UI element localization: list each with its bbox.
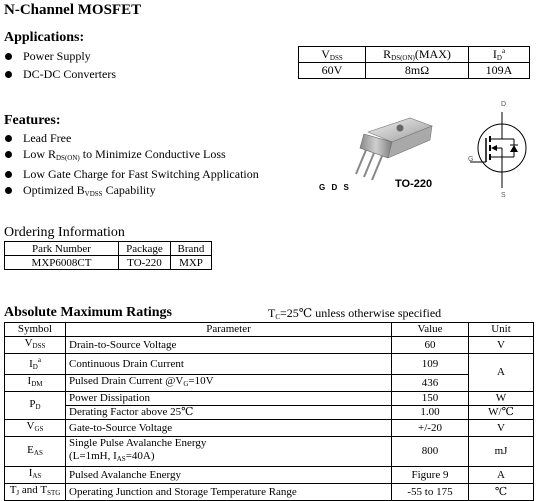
ordering-cell-package: TO-220 xyxy=(119,256,171,270)
unit-cell: ℃ xyxy=(469,484,534,501)
list-item: Optimized $B_{VDSS}$ Capability xyxy=(4,182,259,202)
amr-header-value: Value xyxy=(392,323,469,337)
parameter-cell: Gate-to-Source Voltage xyxy=(66,420,392,437)
symbol-cell: $I_D^a$ xyxy=(5,354,66,375)
amr-heading: Absolute Maximum Ratings xyxy=(4,305,173,320)
ordering-cell-brand: MXP xyxy=(171,256,212,270)
unit-cell: V xyxy=(469,337,534,354)
list-item: Low $R_{DS(ON)}$ to Minimize Conductive Loss xyxy=(4,146,259,166)
pin-s-label: S xyxy=(501,192,506,199)
ordering-header-brand: Brand xyxy=(171,242,212,256)
ordering-header-part: Park Number xyxy=(5,242,119,256)
list-item: Power Supply xyxy=(4,48,116,64)
list-item: Low Gate Charge for Fast Switching Application xyxy=(4,166,259,182)
amr-header-unit: Unit xyxy=(469,323,534,337)
amr-header-symbol: Symbol xyxy=(5,323,66,337)
table-row xyxy=(5,484,534,501)
applications-heading: Applications: xyxy=(4,30,85,45)
unit-cell: A xyxy=(469,467,534,484)
amr-condition: $T_C=25℃$ unless otherwise specified xyxy=(268,306,442,321)
unit-cell: V xyxy=(469,420,534,437)
ordering-cell-part: MXP6008CT xyxy=(5,256,119,270)
package-pin-labels: G D S xyxy=(319,183,351,192)
parameter-cell: Operating Junction and Storage Temperature Range xyxy=(66,484,392,501)
spec-value-id: 109A xyxy=(469,63,530,79)
list-item: Lead Free xyxy=(4,130,259,146)
ordering-table xyxy=(4,241,212,270)
page-title: N-Channel MOSFET xyxy=(4,2,142,18)
table-row xyxy=(5,437,534,467)
symbol-cell: $T_J$ and $T_{STG}$ xyxy=(5,484,66,501)
spec-value-vdss: 60V xyxy=(299,63,366,79)
value-cell: +/-20 xyxy=(392,420,469,437)
value-cell: 109 xyxy=(392,354,469,375)
parameter-cell: Continuous Drain Current xyxy=(66,354,392,375)
value-cell: 60 xyxy=(392,337,469,354)
spec-header-id: $I_D^a$ xyxy=(469,47,530,63)
pin-g-label: G xyxy=(468,156,474,163)
value-cell: 150 xyxy=(392,392,469,406)
value-cell: -55 to 175 xyxy=(392,484,469,501)
amr-header-parameter: Parameter xyxy=(66,323,392,337)
list-item: DC-DC Converters xyxy=(4,66,116,82)
absolute-max-ratings-table xyxy=(4,322,534,501)
table-row xyxy=(5,406,534,420)
unit-cell: mJ xyxy=(469,437,534,467)
ordering-header-package: Package xyxy=(119,242,171,256)
table-row xyxy=(5,337,534,354)
parameter-cell: Single Pulse Avalanche Energy (L=1mH, $I_{AS}=40A$) xyxy=(66,437,392,467)
table-row xyxy=(5,467,534,484)
symbol-cell: $V_{DSS}$ xyxy=(5,337,66,354)
unit-cell: W xyxy=(469,392,534,406)
table-row xyxy=(5,375,534,392)
table-row xyxy=(5,392,534,406)
value-cell: Figure 9 xyxy=(392,467,469,484)
features-heading: Features: xyxy=(4,113,61,128)
parameter-cell: Derating Factor above 25℃ xyxy=(66,406,392,420)
mosfet-symbol-diagram xyxy=(462,108,534,200)
ordering-heading: Ordering Information xyxy=(4,225,125,240)
parameter-cell: Power Dissipation xyxy=(66,392,392,406)
symbol-cell: $P_D$ xyxy=(5,392,66,420)
parameter-cell: Pulsed Drain Current $@V_G=10V$ xyxy=(66,375,392,392)
unit-cell: A xyxy=(469,354,534,392)
parameter-cell: Drain-to-Source Voltage xyxy=(66,337,392,354)
value-cell: 800 xyxy=(392,437,469,467)
unit-cell: W/℃ xyxy=(469,406,534,420)
table-row xyxy=(5,354,534,375)
features-list xyxy=(4,130,259,202)
symbol-cell: $V_{GS}$ xyxy=(5,420,66,437)
value-cell: 436 xyxy=(392,375,469,392)
applications-list xyxy=(4,48,116,82)
parameter-cell: Pulsed Avalanche Energy xyxy=(66,467,392,484)
key-spec-table xyxy=(298,46,530,79)
symbol-cell: $I_{DM}$ xyxy=(5,375,66,392)
pin-d-label: D xyxy=(501,101,507,108)
spec-header-rdson: $R_{DS(ON)}(MAX)$ xyxy=(366,47,469,63)
package-name: TO-220 xyxy=(395,178,433,190)
symbol-cell: $E_{AS}$ xyxy=(5,437,66,467)
spec-header-vdss: $V_{DSS}$ xyxy=(299,47,366,63)
table-row xyxy=(5,420,534,437)
spec-value-rdson: 8mΩ xyxy=(366,63,469,79)
value-cell: 1.00 xyxy=(392,406,469,420)
symbol-cell: $I_{AS}$ xyxy=(5,467,66,484)
